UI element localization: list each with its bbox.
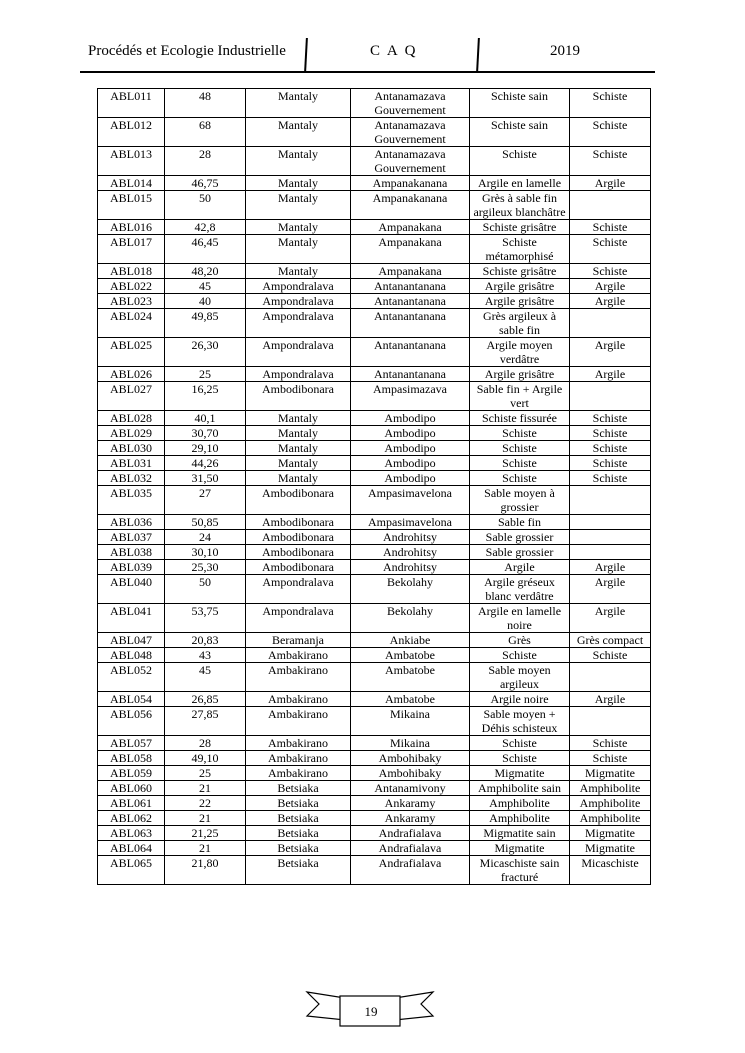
cell-lithology: Schiste — [570, 648, 651, 663]
cell-locality: Betsiaka — [246, 826, 351, 841]
cell-sample-id: ABL014 — [98, 176, 165, 191]
cell-locality: Betsiaka — [246, 841, 351, 856]
cell-locality: Ampondralava — [246, 604, 351, 633]
cell-depth: 20,83 — [165, 633, 246, 648]
table-row — [98, 220, 651, 235]
cell-lithology: Schiste — [570, 147, 651, 176]
cell-lithology: Schiste — [570, 264, 651, 279]
sample-table-body — [98, 89, 651, 885]
cell-description: Sable grossier — [470, 545, 570, 560]
cell-sample-id: ABL035 — [98, 486, 165, 515]
cell-locality: Ampondralava — [246, 367, 351, 382]
cell-depth: 25 — [165, 367, 246, 382]
cell-depth: 28 — [165, 736, 246, 751]
cell-sample-id: ABL028 — [98, 411, 165, 426]
cell-description: Schiste sain — [470, 118, 570, 147]
cell-lithology: Schiste — [570, 441, 651, 456]
cell-depth: 68 — [165, 118, 246, 147]
cell-locality: Ambakirano — [246, 663, 351, 692]
cell-depth: 30,10 — [165, 545, 246, 560]
cell-locality: Mantaly — [246, 441, 351, 456]
cell-lithology — [570, 545, 651, 560]
table-row — [98, 426, 651, 441]
table-row — [98, 118, 651, 147]
cell-site: Mikaina — [351, 707, 470, 736]
header-year: 2019 — [550, 43, 580, 59]
table-row — [98, 826, 651, 841]
table-row — [98, 575, 651, 604]
cell-depth: 26,30 — [165, 338, 246, 367]
cell-description: Schiste — [470, 426, 570, 441]
cell-site: Antanantanana — [351, 367, 470, 382]
cell-locality: Betsiaka — [246, 856, 351, 885]
cell-site: Andrafialava — [351, 826, 470, 841]
table-row — [98, 648, 651, 663]
cell-site: Ankaramy — [351, 796, 470, 811]
cell-locality: Ampondralava — [246, 338, 351, 367]
cell-description: Sable fin + Argile vert — [470, 382, 570, 411]
cell-sample-id: ABL031 — [98, 456, 165, 471]
cell-description: Schiste — [470, 648, 570, 663]
cell-locality: Ampondralava — [246, 279, 351, 294]
cell-description: Grès à sable fin argileux blanchâtre — [470, 191, 570, 220]
cell-sample-id: ABL054 — [98, 692, 165, 707]
cell-sample-id: ABL037 — [98, 530, 165, 545]
cell-site: Andrafialava — [351, 841, 470, 856]
cell-sample-id: ABL057 — [98, 736, 165, 751]
cell-site: Androhitsy — [351, 560, 470, 575]
table-row — [98, 736, 651, 751]
cell-site: Antanamazava Gouvernement — [351, 89, 470, 118]
cell-description: Sable moyen à grossier — [470, 486, 570, 515]
sample-table — [97, 88, 651, 885]
cell-site: Ambatobe — [351, 663, 470, 692]
table-row — [98, 692, 651, 707]
table-row — [98, 751, 651, 766]
cell-sample-id: ABL023 — [98, 294, 165, 309]
cell-depth: 21 — [165, 781, 246, 796]
cell-sample-id: ABL060 — [98, 781, 165, 796]
cell-site: Ambodipo — [351, 456, 470, 471]
cell-locality: Betsiaka — [246, 781, 351, 796]
cell-locality: Mantaly — [246, 471, 351, 486]
cell-sample-id: ABL064 — [98, 841, 165, 856]
cell-lithology: Argile — [570, 692, 651, 707]
cell-sample-id: ABL017 — [98, 235, 165, 264]
cell-description: Argile noire — [470, 692, 570, 707]
cell-depth: 25 — [165, 766, 246, 781]
cell-site: Ambatobe — [351, 692, 470, 707]
cell-site: Ankiabe — [351, 633, 470, 648]
cell-lithology: Schiste — [570, 471, 651, 486]
table-row — [98, 545, 651, 560]
cell-description: Schiste grisâtre — [470, 264, 570, 279]
cell-sample-id: ABL062 — [98, 811, 165, 826]
cell-sample-id: ABL030 — [98, 441, 165, 456]
table-row — [98, 515, 651, 530]
cell-locality: Mantaly — [246, 89, 351, 118]
cell-lithology: Schiste — [570, 235, 651, 264]
cell-locality: Ambakirano — [246, 648, 351, 663]
cell-lithology: Argile — [570, 176, 651, 191]
table-row — [98, 89, 651, 118]
cell-site: Ambodipo — [351, 411, 470, 426]
cell-lithology — [570, 515, 651, 530]
cell-site: Ambodipo — [351, 441, 470, 456]
cell-site: Antanantanana — [351, 279, 470, 294]
cell-locality: Betsiaka — [246, 811, 351, 826]
cell-locality: Ambakirano — [246, 692, 351, 707]
cell-sample-id: ABL016 — [98, 220, 165, 235]
cell-depth: 50 — [165, 575, 246, 604]
cell-locality: Ampondralava — [246, 309, 351, 338]
cell-description: Argile moyen verdâtre — [470, 338, 570, 367]
cell-sample-id: ABL013 — [98, 147, 165, 176]
table-row — [98, 856, 651, 885]
cell-description: Micaschiste sain fracturé — [470, 856, 570, 885]
cell-site: Ampasimazava — [351, 382, 470, 411]
table-row — [98, 604, 651, 633]
cell-lithology — [570, 382, 651, 411]
table-row — [98, 279, 651, 294]
cell-lithology: Amphibolite — [570, 811, 651, 826]
cell-description: Argile en lamelle noire — [470, 604, 570, 633]
cell-depth: 49,85 — [165, 309, 246, 338]
page-header — [0, 0, 745, 80]
cell-sample-id: ABL024 — [98, 309, 165, 338]
cell-description: Sable moyen argileux — [470, 663, 570, 692]
cell-sample-id: ABL063 — [98, 826, 165, 841]
cell-depth: 43 — [165, 648, 246, 663]
cell-depth: 45 — [165, 279, 246, 294]
header-separator — [304, 38, 308, 72]
table-row — [98, 191, 651, 220]
cell-depth: 48 — [165, 89, 246, 118]
cell-sample-id: ABL058 — [98, 751, 165, 766]
cell-lithology: Schiste — [570, 411, 651, 426]
cell-lithology: Schiste — [570, 456, 651, 471]
cell-lithology: Migmatite — [570, 826, 651, 841]
cell-description: Amphibolite — [470, 811, 570, 826]
table-row — [98, 147, 651, 176]
cell-locality: Ambodibonara — [246, 382, 351, 411]
table-row — [98, 486, 651, 515]
cell-lithology — [570, 191, 651, 220]
cell-site: Ambatobe — [351, 648, 470, 663]
cell-depth: 49,10 — [165, 751, 246, 766]
cell-description: Amphibolite — [470, 796, 570, 811]
cell-description: Grès argileux à sable fin — [470, 309, 570, 338]
cell-lithology: Argile — [570, 575, 651, 604]
table-row — [98, 411, 651, 426]
table-row — [98, 382, 651, 411]
cell-description: Argile grisâtre — [470, 279, 570, 294]
cell-lithology: Argile — [570, 560, 651, 575]
cell-lithology: Schiste — [570, 220, 651, 235]
cell-lithology: Migmatite — [570, 766, 651, 781]
cell-site: Bekolahy — [351, 575, 470, 604]
cell-sample-id: ABL040 — [98, 575, 165, 604]
header-section: C A Q — [370, 43, 418, 59]
cell-depth: 40 — [165, 294, 246, 309]
table-row — [98, 176, 651, 191]
cell-description: Schiste — [470, 147, 570, 176]
cell-lithology: Argile — [570, 367, 651, 382]
cell-lithology: Schiste — [570, 751, 651, 766]
cell-site: Ampanakanana — [351, 191, 470, 220]
cell-site: Ankaramy — [351, 811, 470, 826]
cell-sample-id: ABL027 — [98, 382, 165, 411]
cell-site: Ampanakana — [351, 235, 470, 264]
cell-site: Bekolahy — [351, 604, 470, 633]
cell-depth: 21 — [165, 811, 246, 826]
cell-depth: 46,45 — [165, 235, 246, 264]
cell-lithology: Schiste — [570, 736, 651, 751]
table-row — [98, 294, 651, 309]
table-row — [98, 707, 651, 736]
header-course-title: Procédés et Ecologie Industrielle — [88, 43, 286, 59]
cell-description: Argile grisâtre — [470, 294, 570, 309]
cell-description: Schiste fissurée — [470, 411, 570, 426]
table-row — [98, 471, 651, 486]
cell-site: Ampanakanana — [351, 176, 470, 191]
table-row — [98, 530, 651, 545]
cell-lithology: Argile — [570, 294, 651, 309]
table-row — [98, 309, 651, 338]
cell-lithology — [570, 309, 651, 338]
cell-sample-id: ABL036 — [98, 515, 165, 530]
cell-site: Androhitsy — [351, 545, 470, 560]
cell-lithology: Schiste — [570, 89, 651, 118]
cell-depth: 46,75 — [165, 176, 246, 191]
cell-locality: Mantaly — [246, 220, 351, 235]
cell-locality: Ambodibonara — [246, 545, 351, 560]
cell-description: Schiste — [470, 751, 570, 766]
cell-lithology: Micaschiste — [570, 856, 651, 885]
cell-description: Schiste — [470, 441, 570, 456]
cell-description: Schiste — [470, 471, 570, 486]
cell-sample-id: ABL059 — [98, 766, 165, 781]
cell-lithology — [570, 530, 651, 545]
page-number: 19 — [364, 1004, 378, 1019]
cell-site: Antanantanana — [351, 309, 470, 338]
cell-lithology: Migmatite — [570, 841, 651, 856]
cell-description: Schiste grisâtre — [470, 220, 570, 235]
cell-lithology — [570, 663, 651, 692]
cell-locality: Betsiaka — [246, 796, 351, 811]
cell-sample-id: ABL032 — [98, 471, 165, 486]
cell-sample-id: ABL056 — [98, 707, 165, 736]
cell-lithology: Argile — [570, 338, 651, 367]
cell-locality: Ambakirano — [246, 736, 351, 751]
cell-locality: Ambodibonara — [246, 486, 351, 515]
cell-depth: 50,85 — [165, 515, 246, 530]
cell-depth: 21,80 — [165, 856, 246, 885]
cell-description: Argile grisâtre — [470, 367, 570, 382]
cell-site: Ambodipo — [351, 426, 470, 441]
cell-description: Migmatite — [470, 766, 570, 781]
cell-depth: 53,75 — [165, 604, 246, 633]
table-row — [98, 811, 651, 826]
cell-site: Ampasimavelona — [351, 486, 470, 515]
cell-lithology: Amphibolite — [570, 796, 651, 811]
cell-sample-id: ABL038 — [98, 545, 165, 560]
cell-depth: 22 — [165, 796, 246, 811]
cell-lithology: Schiste — [570, 426, 651, 441]
cell-depth: 16,25 — [165, 382, 246, 411]
cell-locality: Mantaly — [246, 456, 351, 471]
cell-lithology: Schiste — [570, 118, 651, 147]
cell-site: Androhitsy — [351, 530, 470, 545]
cell-locality: Ambodibonara — [246, 530, 351, 545]
cell-description: Schiste sain — [470, 89, 570, 118]
cell-depth: 27,85 — [165, 707, 246, 736]
cell-sample-id: ABL025 — [98, 338, 165, 367]
table-row — [98, 264, 651, 279]
cell-locality: Ampondralava — [246, 294, 351, 309]
cell-description: Amphibolite sain — [470, 781, 570, 796]
cell-locality: Beramanja — [246, 633, 351, 648]
cell-lithology: Grès compact — [570, 633, 651, 648]
cell-lithology — [570, 486, 651, 515]
cell-site: Antanamazava Gouvernement — [351, 147, 470, 176]
cell-lithology — [570, 707, 651, 736]
cell-site: Ampanakana — [351, 264, 470, 279]
cell-sample-id: ABL039 — [98, 560, 165, 575]
cell-sample-id: ABL041 — [98, 604, 165, 633]
cell-site: Antanantanana — [351, 294, 470, 309]
cell-site: Mikaina — [351, 736, 470, 751]
cell-description: Argile en lamelle — [470, 176, 570, 191]
table-row — [98, 560, 651, 575]
cell-depth: 27 — [165, 486, 246, 515]
cell-sample-id: ABL052 — [98, 663, 165, 692]
cell-description: Schiste — [470, 456, 570, 471]
cell-sample-id: ABL048 — [98, 648, 165, 663]
cell-locality: Ambakirano — [246, 707, 351, 736]
cell-description: Schiste — [470, 736, 570, 751]
cell-sample-id: ABL029 — [98, 426, 165, 441]
cell-sample-id: ABL012 — [98, 118, 165, 147]
cell-description: Argile — [470, 560, 570, 575]
cell-locality: Mantaly — [246, 235, 351, 264]
cell-depth: 31,50 — [165, 471, 246, 486]
cell-description: Migmatite sain — [470, 826, 570, 841]
cell-locality: Mantaly — [246, 264, 351, 279]
cell-sample-id: ABL018 — [98, 264, 165, 279]
cell-depth: 42,8 — [165, 220, 246, 235]
cell-description: Grès — [470, 633, 570, 648]
cell-depth: 24 — [165, 530, 246, 545]
cell-site: Ambohibaky — [351, 766, 470, 781]
cell-depth: 48,20 — [165, 264, 246, 279]
cell-description: Sable fin — [470, 515, 570, 530]
cell-site: Antanamivony — [351, 781, 470, 796]
table-row — [98, 235, 651, 264]
header-rule — [80, 71, 655, 73]
table-row — [98, 367, 651, 382]
cell-locality: Ambodibonara — [246, 560, 351, 575]
cell-locality: Mantaly — [246, 411, 351, 426]
table-row — [98, 633, 651, 648]
table-row — [98, 441, 651, 456]
cell-lithology: Argile — [570, 279, 651, 294]
table-row — [98, 841, 651, 856]
cell-depth: 21,25 — [165, 826, 246, 841]
cell-depth: 44,26 — [165, 456, 246, 471]
cell-site: Ampasimavelona — [351, 515, 470, 530]
cell-locality: Mantaly — [246, 191, 351, 220]
cell-description: Argile gréseux blanc verdâtre — [470, 575, 570, 604]
cell-depth: 25,30 — [165, 560, 246, 575]
cell-depth: 30,70 — [165, 426, 246, 441]
cell-locality: Ambakirano — [246, 766, 351, 781]
cell-locality: Ampondralava — [246, 575, 351, 604]
cell-sample-id: ABL022 — [98, 279, 165, 294]
cell-locality: Mantaly — [246, 147, 351, 176]
cell-site: Antanamazava Gouvernement — [351, 118, 470, 147]
cell-depth: 40,1 — [165, 411, 246, 426]
cell-depth: 45 — [165, 663, 246, 692]
cell-description: Migmatite — [470, 841, 570, 856]
table-row — [98, 766, 651, 781]
table-row — [98, 338, 651, 367]
table-row — [98, 796, 651, 811]
table-row — [98, 781, 651, 796]
cell-description: Sable moyen + Déhis schisteux — [470, 707, 570, 736]
cell-sample-id: ABL065 — [98, 856, 165, 885]
cell-site: Andrafialava — [351, 856, 470, 885]
cell-site: Ampanakana — [351, 220, 470, 235]
cell-locality: Mantaly — [246, 176, 351, 191]
cell-sample-id: ABL047 — [98, 633, 165, 648]
table-row — [98, 456, 651, 471]
cell-locality: Mantaly — [246, 426, 351, 441]
cell-locality: Mantaly — [246, 118, 351, 147]
cell-locality: Ambakirano — [246, 751, 351, 766]
cell-depth: 50 — [165, 191, 246, 220]
cell-site: Antanantanana — [351, 338, 470, 367]
table-row — [98, 663, 651, 692]
cell-depth: 28 — [165, 147, 246, 176]
cell-sample-id: ABL061 — [98, 796, 165, 811]
cell-sample-id: ABL011 — [98, 89, 165, 118]
cell-depth: 29,10 — [165, 441, 246, 456]
cell-sample-id: ABL015 — [98, 191, 165, 220]
cell-description: Schiste métamorphisé — [470, 235, 570, 264]
cell-lithology: Argile — [570, 604, 651, 633]
header-separator — [476, 38, 480, 72]
cell-site: Ambohibaky — [351, 751, 470, 766]
cell-site: Ambodipo — [351, 471, 470, 486]
cell-locality: Ambodibonara — [246, 515, 351, 530]
cell-depth: 26,85 — [165, 692, 246, 707]
cell-lithology: Amphibolite — [570, 781, 651, 796]
cell-depth: 21 — [165, 841, 246, 856]
cell-sample-id: ABL026 — [98, 367, 165, 382]
cell-description: Sable grossier — [470, 530, 570, 545]
